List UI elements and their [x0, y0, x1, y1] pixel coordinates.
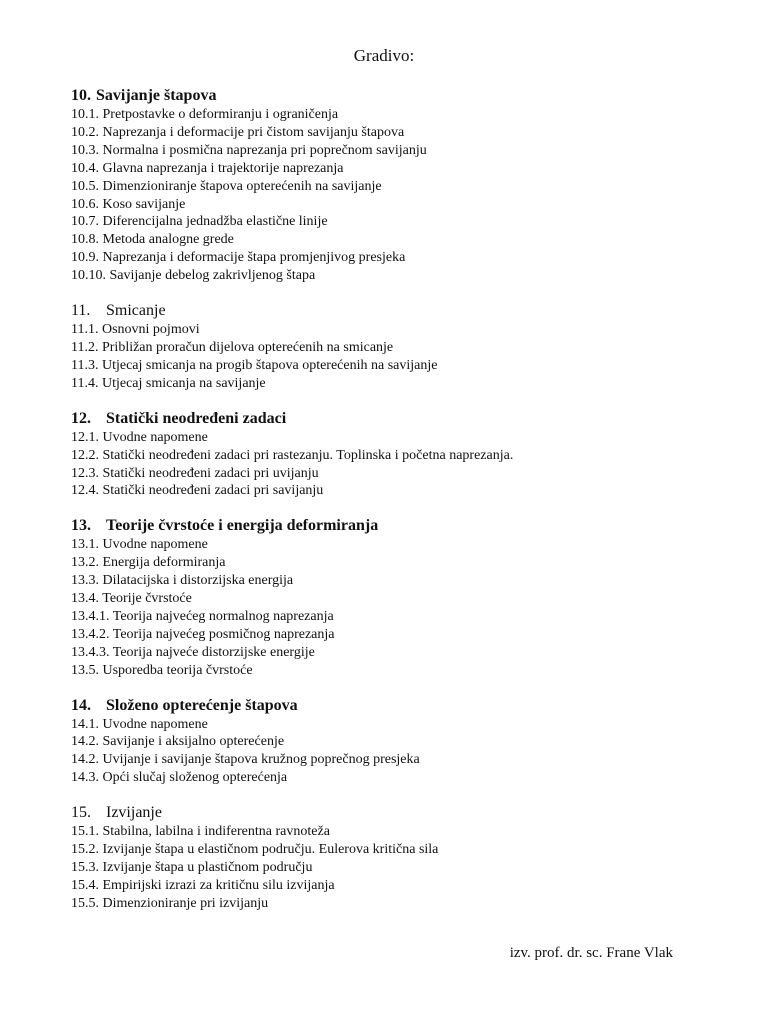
list-item: 14.2. Savijanje i aksijalno opterećenje — [71, 734, 285, 750]
section-number: 10. — [71, 87, 91, 104]
list-item: 12.1. Uvodne napomene — [71, 429, 208, 445]
section-title: Statički neodređeni zadaci — [106, 409, 287, 427]
list-item: 10.2. Naprezanja i deformacije pri čistom savijanju štapova — [71, 124, 405, 140]
section-heading — [71, 301, 731, 320]
section-title: Teorije čvrstoće i energija deformiranja — [106, 517, 379, 535]
section-10 — [71, 86, 731, 285]
section-15 — [71, 803, 731, 913]
list-item: 10.4. Glavna naprezanja i trajektorije naprezanja — [71, 160, 344, 176]
list-item: 14.2. Uvijanje i savijanje štapova kružnog poprečnog presjeka — [71, 752, 420, 768]
list-item: 10.1. Pretpostavke o deformiranju i ograničenja — [71, 107, 339, 122]
section-14 — [71, 696, 731, 788]
section-list — [71, 86, 731, 929]
list-item: 11.1. Osnovni pojmovi — [71, 322, 200, 338]
list-item: 13.2. Energija deformiranja — [71, 555, 226, 571]
section-heading — [71, 696, 731, 715]
list-item: 12.2. Statički neodređeni zadaci pri rastezanju. Toplinska i početna naprezanja. — [71, 447, 514, 463]
section-number: 13. — [71, 517, 91, 535]
list-item: 10.3. Normalna i posmična naprezanja pri poprečnom savijanju — [71, 142, 427, 158]
section-title: Složeno opterećenje štapova — [106, 696, 298, 714]
list-item: 13.3. Dilatacijska i distorzijska energija — [71, 573, 294, 589]
section-heading — [71, 803, 731, 822]
section-number: 12. — [71, 409, 91, 427]
section-11 — [71, 301, 731, 393]
list-item: 15.3. Izvijanje štapa u plastičnom području — [71, 860, 313, 875]
list-item: 15.4. Empirijski izrazi za kritičnu silu izvijanja — [71, 877, 335, 893]
list-item: 15.5. Dimenzioniranje pri izvijanju — [71, 895, 269, 911]
list-item: 10.9. Naprezanja i deformacije štapa promjenjivog presjeka — [71, 250, 406, 266]
list-item: 13.4. Teorije čvrstoće — [71, 591, 192, 607]
section-title: Izvijanje — [106, 804, 162, 822]
section-number: 15. — [71, 804, 91, 822]
list-item: 13.4.1. Teorija najvećeg normalnog naprezanja — [71, 608, 334, 624]
list-item: 14.3. Opći slučaj složenog opterećenja — [71, 770, 288, 786]
list-item: 11.3. Utjecaj smicanja na progib štapova opterećenih na savijanje — [71, 357, 438, 373]
list-item: 10.10. Savijanje debelog zakrivljenog štapa — [71, 268, 316, 284]
section-13 — [71, 516, 731, 679]
section-title: Smicanje — [106, 302, 166, 320]
section-12 — [71, 409, 731, 501]
list-item: 12.4. Statički neodređeni zadaci pri savijanju — [71, 483, 324, 499]
list-item: 14.1. Uvodne napomene — [71, 716, 208, 732]
list-item: 10.5. Dimenzioniranje štapova opterećenih na savijanje — [71, 178, 382, 194]
list-item: 11.2. Približan proračun dijelova opterećenih na smicanje — [71, 339, 394, 355]
section-number: 14. — [71, 696, 91, 714]
section-number: 11. — [71, 302, 91, 320]
list-item: 11.4. Utjecaj smicanja na savijanje — [71, 375, 266, 391]
page-title: Gradivo: — [353, 46, 415, 65]
author-signature: izv. prof. dr. sc. Frane Vlak — [509, 945, 673, 961]
section-heading — [71, 516, 731, 535]
list-item: 13.5. Usporedba teorija čvrstoće — [71, 662, 253, 678]
list-item: 13.4.2. Teorija najvećeg posmičnog naprezanja — [71, 626, 335, 642]
list-item: 10.7. Diferencijalna jednadžba elastične linije — [71, 214, 328, 230]
section-title: Savijanje štapova — [96, 87, 217, 104]
list-item: 10.6. Koso savijanje — [71, 196, 186, 212]
list-item: 10.8. Metoda analogne grede — [71, 232, 234, 248]
list-item: 13.1. Uvodne napomene — [71, 537, 208, 553]
list-item: 12.3. Statički neodređeni zadaci pri uvijanju — [71, 465, 319, 481]
section-heading — [71, 86, 731, 105]
list-item: 15.1. Stabilna, labilna i indiferentna ravnoteža — [71, 824, 330, 840]
list-item: 13.4.3. Teorija najveće distorzijske energije — [71, 644, 315, 660]
section-heading — [71, 409, 731, 428]
list-item: 15.2. Izvijanje štapa u elastičnom području. Eulerova kritična sila — [71, 842, 439, 858]
